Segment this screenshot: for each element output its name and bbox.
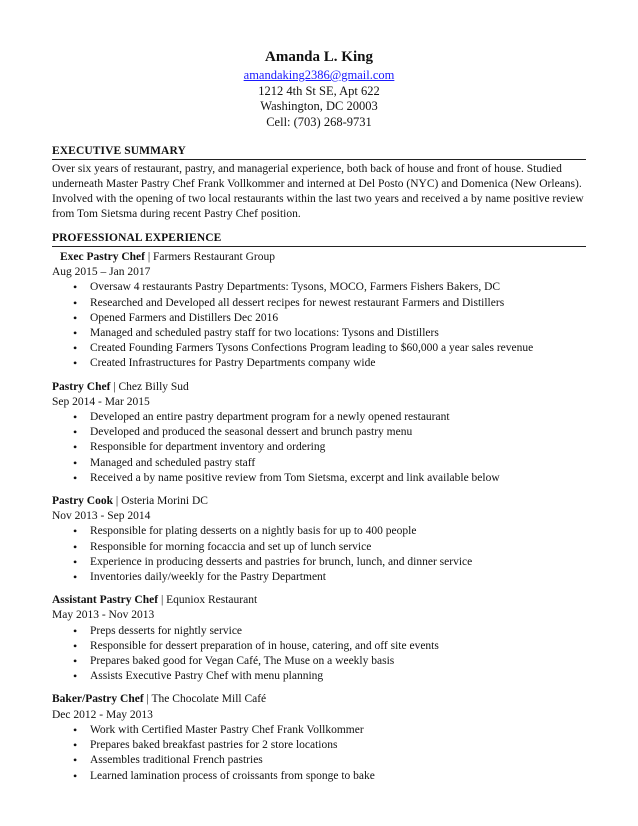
job-title: Pastry Cook <box>52 495 114 508</box>
job-bullet-list <box>52 723 586 784</box>
resume-page <box>52 48 586 784</box>
job-entry <box>52 593 586 684</box>
job-bullet: • Prepares baked good for Vegan Café, The Muse on a weekly basis <box>52 654 586 669</box>
job-dates: Aug 2015 – Jan 2017 <box>52 266 151 279</box>
job-bullet: • Preps desserts for nightly service <box>52 624 586 639</box>
address-line-1: 1212 4th St SE, Apt 622 <box>258 83 380 98</box>
job-employer: | Farmers Restaurant Group <box>144 251 276 263</box>
job-employer: | Equniox Restaurant <box>158 594 258 607</box>
job-dates: May 2013 - Nov 2013 <box>52 609 155 622</box>
job-bullet: • Created Infrastructures for Pastry Departments company wide <box>52 356 586 371</box>
job-bullet: • Developed and produced the seasonal dessert and brunch pastry menu <box>52 425 586 440</box>
job-title-line <box>52 593 586 608</box>
job-bullet: • Assists Executive Pastry Chef with menu planning <box>52 669 586 684</box>
candidate-name: Amanda L. King <box>265 49 373 65</box>
job-bullet: • Responsible for department inventory and ordering <box>52 440 586 455</box>
job-title: Baker/Pastry Chef <box>52 693 144 706</box>
executive-summary-text: Over six years of restaurant, pastry, and managerial experience, both back of house and front of house. Studied underneath Master Pastry Chef Frank Vollkommer and interned at Del Posto (NYC) and Domenica (New Orleans). Involved with the opening of two local restaurants within the last two years and received a by name positive review from Tom Sietsma during recent Pastry Chef position. <box>52 163 584 220</box>
job-title-line <box>52 380 586 395</box>
job-bullet: • Experience in producing desserts and pastries for brunch, lunch, and dinner service <box>52 555 586 570</box>
job-title-line <box>52 692 586 707</box>
job-title: Assistant Pastry Chef <box>52 594 159 607</box>
job-bullet: • Researched and Developed all dessert recipes for newest restaurant Farmers and Distillers <box>52 296 586 311</box>
job-title: Exec Pastry Chef <box>60 251 145 263</box>
job-bullet: • Responsible for plating desserts on a nightly basis for up to 400 people <box>52 524 586 539</box>
job-dates: Dec 2012 - May 2013 <box>52 708 153 721</box>
job-bullet: • Created Founding Farmers Tysons Confections Program leading to $60,000 a year sales revenue <box>52 341 586 356</box>
job-entry <box>52 494 586 585</box>
job-bullet: • Received a by name positive review from Tom Sietsma, excerpt and link available below <box>52 471 586 486</box>
address-line-2: Washington, DC 20003 <box>260 99 378 113</box>
job-bullet-list <box>52 280 586 371</box>
email-link[interactable]: amandaking2386@gmail.com <box>243 68 395 82</box>
job-bullet: • Work with Certified Master Pastry Chef Frank Vollkommer <box>52 723 586 738</box>
job-bullet: • Inventories daily/weekly for the Pastry Department <box>52 570 586 585</box>
job-bullet: • Developed an entire pastry department program for a newly opened restaurant <box>52 410 586 425</box>
job-employer: | Chez Billy Sud <box>110 380 189 393</box>
job-bullet: • Learned lamination process of croissants from sponge to bake <box>52 769 586 784</box>
contact-header <box>52 48 586 130</box>
job-bullet: • Assembles traditional French pastries <box>52 753 586 768</box>
job-title-line <box>52 250 586 265</box>
job-bullet-list <box>52 524 586 585</box>
job-entry <box>52 692 586 783</box>
job-employer: | Osteria Morini DC <box>113 495 208 508</box>
job-bullet: • Responsible for morning focaccia and set up of lunch service <box>52 540 586 555</box>
job-bullet: • Oversaw 4 restaurants Pastry Departments: Tysons, MOCO, Farmers Fishers Bakers, DC <box>52 280 586 295</box>
executive-summary-heading: EXECUTIVE SUMMARY <box>52 144 586 160</box>
job-title: Pastry Chef <box>52 380 111 393</box>
phone-number: Cell: (703) 268-9731 <box>266 114 372 129</box>
professional-experience-heading: PROFESSIONAL EXPERIENCE <box>52 231 586 247</box>
job-dates: Nov 2013 - Sep 2014 <box>52 510 151 523</box>
job-bullet: • Prepares baked breakfast pastries for 2 store locations <box>52 738 586 753</box>
job-bullet: • Managed and scheduled pastry staff <box>52 456 586 471</box>
job-entry <box>52 380 586 486</box>
job-bullet-list <box>52 624 586 685</box>
job-dates: Sep 2014 - Mar 2015 <box>52 395 150 408</box>
job-bullet-list <box>52 410 586 486</box>
job-employer: | The Chocolate Mill Café <box>143 693 267 706</box>
job-bullet: • Responsible for dessert preparation of in house, catering, and off site events <box>52 639 586 654</box>
job-title-line <box>52 494 586 509</box>
job-bullet: • Opened Farmers and Distillers Dec 2016 <box>52 311 586 326</box>
job-bullet: • Managed and scheduled pastry staff for two locations: Tysons and Distillers <box>52 326 586 341</box>
job-entry <box>52 250 586 372</box>
